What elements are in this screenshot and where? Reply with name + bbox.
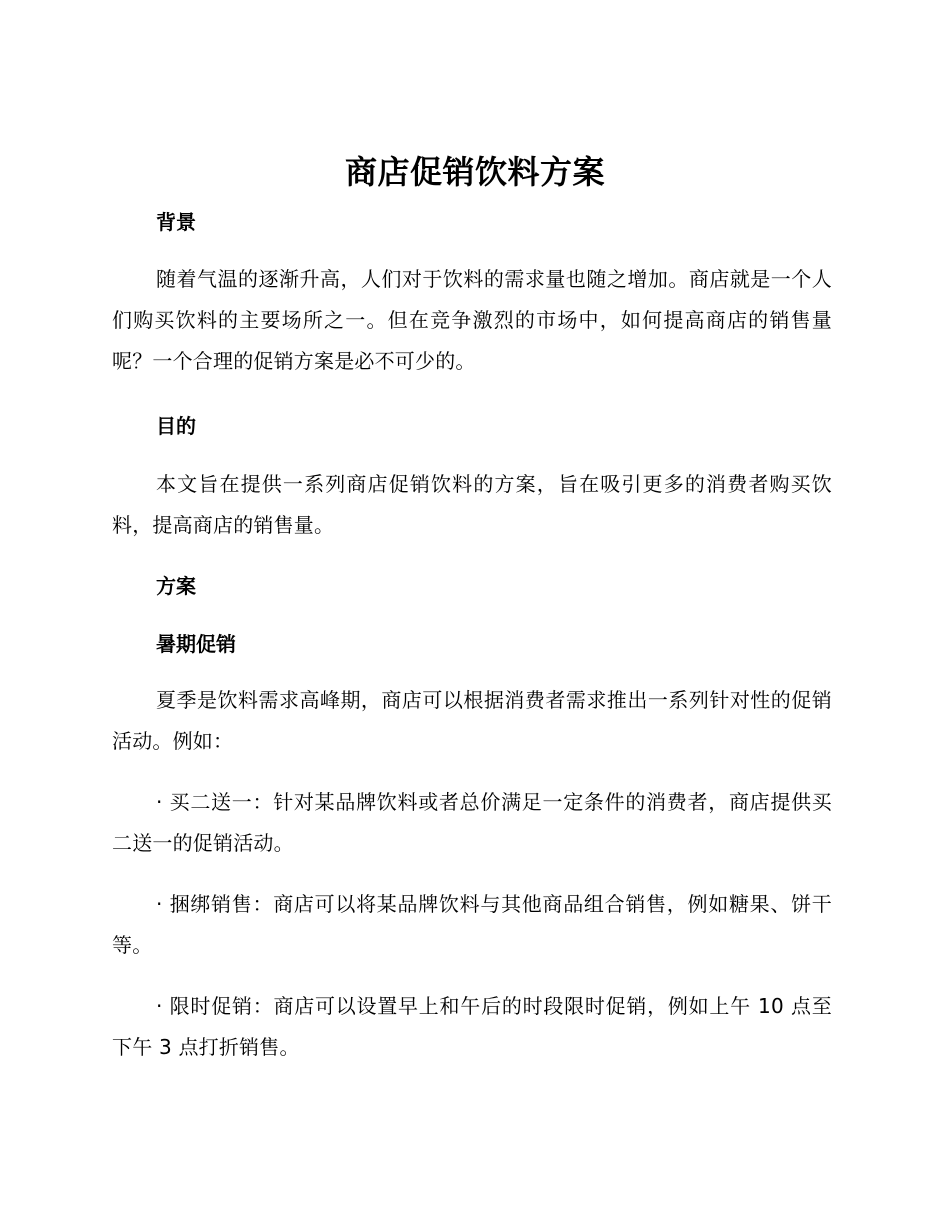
- list-item-buy-two-get-one: · 买二送一：针对某品牌饮料或者总价满足一定条件的消费者，商店提供买二送一的促销活动。: [112, 790, 832, 855]
- heading-summer-promo: 暑期促销: [156, 632, 236, 656]
- heading-plan: 方案: [156, 574, 196, 598]
- document-title: 商店促销饮料方案: [344, 153, 605, 191]
- heading-purpose: 目的: [156, 414, 196, 438]
- paragraph-background: 随着气温的逐渐升高，人们对于饮料的需求量也随之增加。商店就是一个人们购买饮料的主要场所之一。但在竞争激烈的市场中，如何提高商店的销售量呢？一个合理的促销方案是必不可少的。: [112, 267, 832, 373]
- heading-background: 背景: [156, 210, 196, 234]
- paragraph-summer-promo: 夏季是饮料需求高峰期，商店可以根据消费者需求推出一系列针对性的促销活动。例如：: [112, 688, 832, 753]
- paragraph-purpose: 本文旨在提供一系列商店促销饮料的方案，旨在吸引更多的消费者购买饮料，提高商店的销售量。: [112, 472, 832, 537]
- list-item-bundle-sale: · 捆绑销售：商店可以将某品牌饮料与其他商品组合销售，例如糖果、饼干等。: [112, 892, 832, 957]
- list-item-limited-time-promo: · 限时促销：商店可以设置早上和午后的时段限时促销，例如上午 10 点至下午 3 点打折销售。: [112, 994, 832, 1059]
